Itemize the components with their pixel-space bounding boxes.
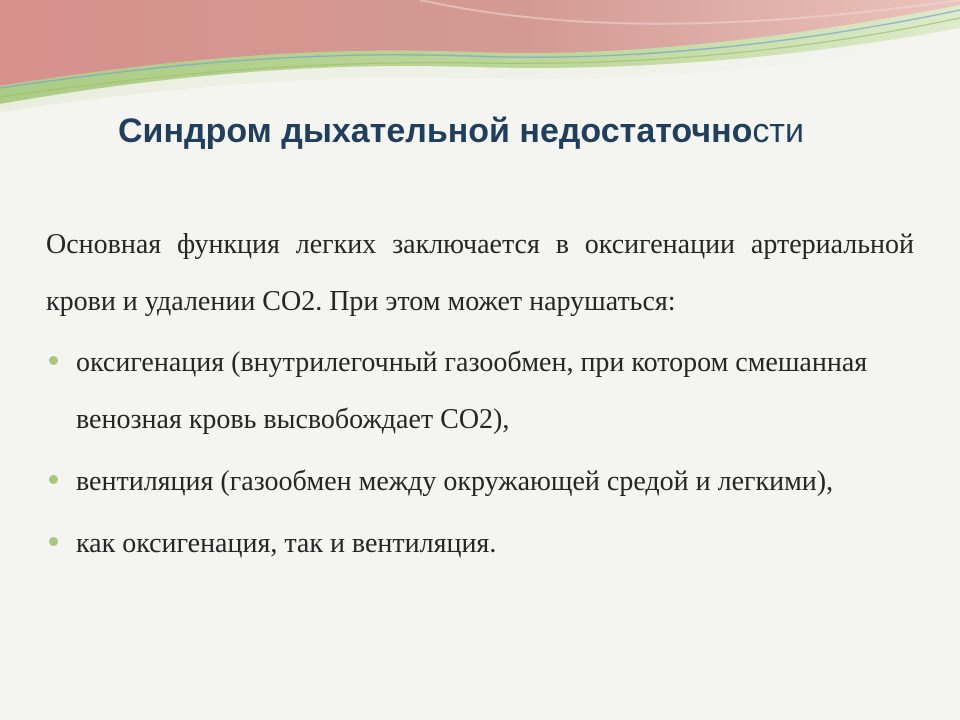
bullet-text: вентиляция (газообмен между окружающей средой и легкими), [76, 466, 834, 497]
header-wave-decoration [0, 0, 960, 120]
slide-title-tail: сти [752, 112, 804, 150]
slide-body [46, 216, 914, 577]
bullet-list [46, 334, 914, 572]
bullet-item-ventilation [46, 453, 914, 510]
bullet-text: оксигенация (внутрилегочный газообмен, при котором смешанная венозная кровь высвобождает СО2), [76, 347, 868, 435]
bullet-icon [49, 537, 58, 546]
bullet-text: как оксигенация, так и вентиляция. [76, 528, 497, 559]
slide-title-main: Синдром дыхательной недостаточно [118, 112, 753, 150]
bullet-item-oxygenation [46, 334, 914, 448]
intro-paragraph: Основная функция легких заключается в оксигенации артериальной крови и удалении СО2. При этом может нарушаться: [46, 229, 914, 317]
slide-title [118, 112, 918, 162]
bullet-icon [49, 475, 58, 484]
bullet-icon [49, 356, 58, 365]
bullet-item-both [46, 515, 914, 572]
